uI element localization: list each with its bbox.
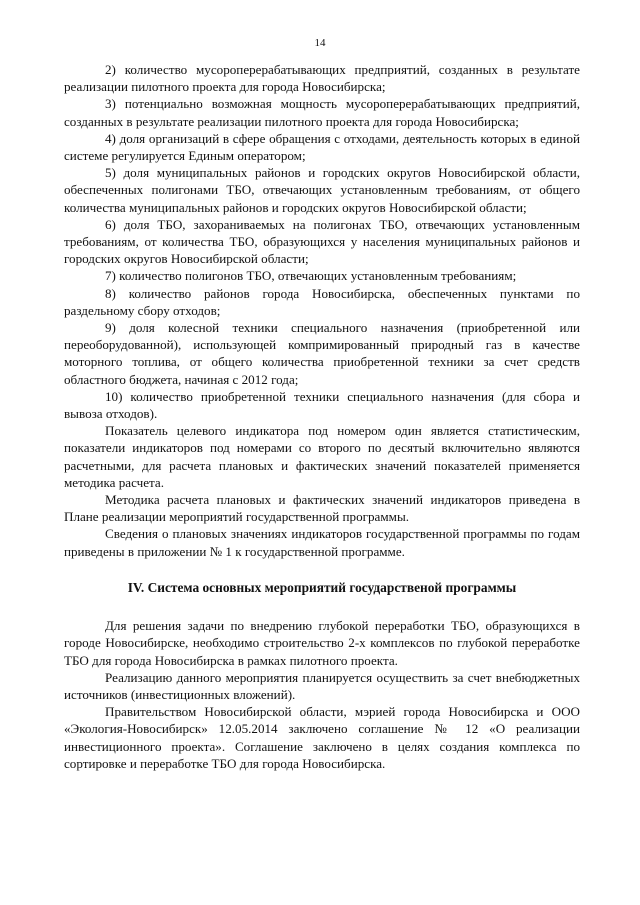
indicator-9-paragraph: 9) доля колесной техники специального назначения (приобретенной или переоборудованной), использующей компримированный природный газ в качестве моторного топлива, от общего количества приобретенной техники за счет средств областного бюджета, начиная с 2012 года;	[64, 320, 580, 387]
indicator-6-paragraph: 6) доля ТБО, захораниваемых на полигонах ТБО, отвечающих установленным требованиям, от количества ТБО, образующихся у населения муниципальных районов и городских округов Новосибирской области;	[64, 216, 580, 267]
funding-paragraph: Реализацию данного мероприятия планируется осуществить за счет внебюджетных источников (инвестиционных вложений).	[64, 669, 580, 702]
indicator-5-paragraph: 5) доля муниципальных районов и городских округов Новосибирской области, обеспеченных полигонами ТБО, отвечающих установленным требованиям, от общего количества муниципальных районов и городских округов Новосибирской области;	[64, 165, 580, 215]
indicator-calculation-paragraph: Показатель целевого индикатора под номером один является статистическим, показатели индикаторов под номерами со второго по десятый включительно являются расчетными, для расчета плановых и фактических значений показателей применяется методика расчета.	[64, 423, 580, 490]
indicator-7-paragraph: 7) количество полигонов ТБО, отвечающих установленным требованиям;	[105, 268, 517, 284]
task-paragraph: Для решения задачи по внедрению глубокой переработки ТБО, образующихся в городе Новосибирске, необходимо строительство 2-х комплексов по глубокой переработке ТБО для города Новосибирска в рамках пилотного проекта.	[64, 618, 580, 668]
methodology-paragraph: Методика расчета плановых и фактических значений индикаторов приведена в Плане реализации мероприятий государственной программы.	[64, 492, 580, 525]
indicator-10-paragraph: 10) количество приобретенной техники специального назначения (для сбора и вывоза отходов).	[64, 388, 580, 422]
indicator-3-paragraph: 3) потенциально возможная мощность мусороперерабатывающих предприятий, созданных в результате реализации пилотного проекта для города Новосибирска;	[64, 96, 580, 129]
indicator-8-paragraph: 8) количество районов города Новосибирска, обеспеченных пунктами по раздельному сбору отходов;	[64, 285, 580, 318]
indicator-2-paragraph: 2) количество мусороперерабатывающих предприятий, созданных в результате реализации пилотного проекта для города Новосибирска;	[64, 62, 580, 95]
planned-values-paragraph: Сведения о плановых значениях индикаторов государственной программы по годам приведены в приложении № 1 к государственной программе.	[64, 526, 580, 559]
document-body	[64, 61, 580, 772]
section-heading: IV. Система основных мероприятий государственой программы	[127, 579, 517, 595]
page-number: 14	[314, 37, 326, 49]
agreement-paragraph: Правительством Новосибирской области, мэрией города Новосибирска и ООО «Экология-Новосибирск» 12.05.2014 заключено соглашение № 12 «О реализации инвестиционного проекта». Соглашение заключено в целях создания комплекса по сортировке и переработке ТБО для города Новосибирска.	[64, 704, 580, 771]
indicator-4-paragraph: 4) доля организаций в сфере обращения с отходами, деятельность которых в единой системе регулируется Единым оператором;	[64, 130, 580, 164]
